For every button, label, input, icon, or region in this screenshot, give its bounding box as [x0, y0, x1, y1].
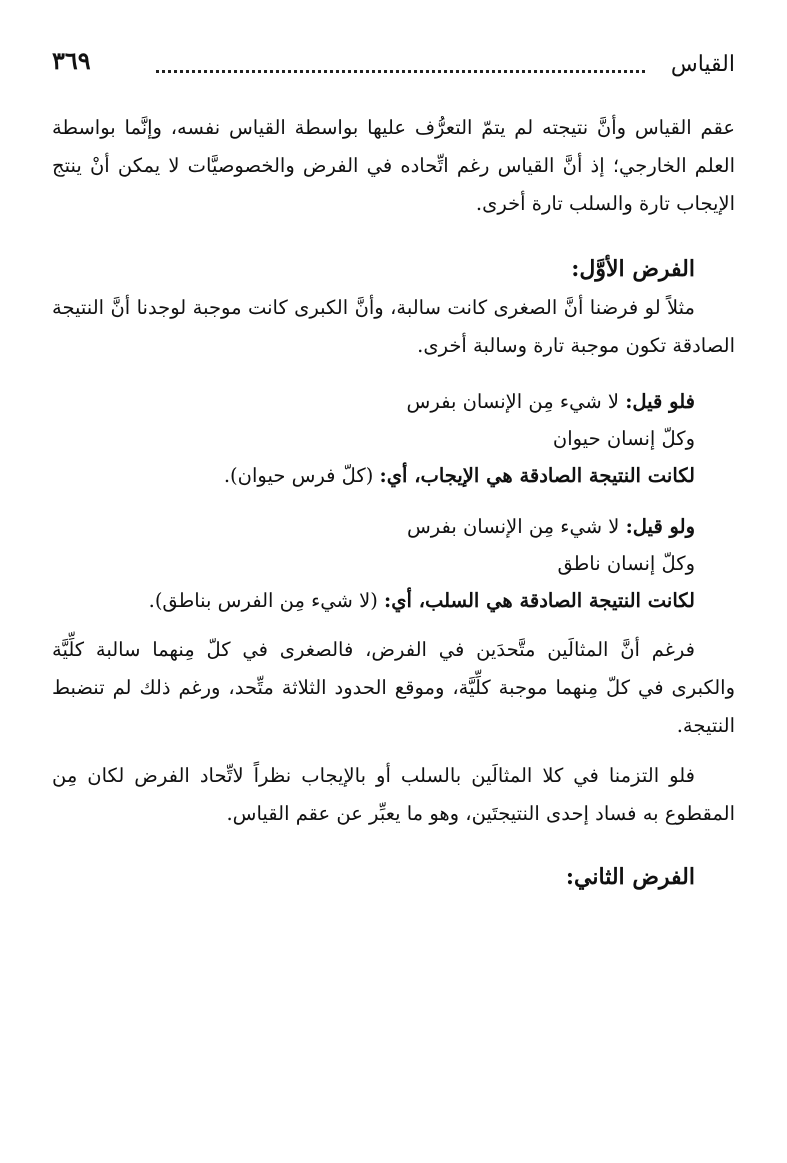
- example-block-2: [52, 508, 735, 619]
- paragraph-first-assumption: مثلاً لو فرضنا أنَّ الصغرى كانت سالبة، وأنَّ الكبرى كانت موجبة لوجدنا أنَّ النتيجة الصادقة تكون موجبة تارة وسالبة أخرى.: [52, 296, 735, 357]
- example1-line3: [52, 457, 695, 494]
- heading-second-assumption: الفرض الثاني:: [565, 864, 695, 890]
- example1-line3-bold: لكانت النتيجة الصادقة هي الإيجاب، أي:: [379, 464, 695, 487]
- example2-line3-rest: (لا شيء مِن الفرس بناطق).: [148, 589, 385, 612]
- example1-line1-bold: فلو قيل:: [625, 390, 695, 413]
- heading-first-assumption: الفرض الأوَّل:: [571, 256, 695, 282]
- example1-line3-rest: (كلّ فرس حيوان).: [223, 464, 380, 487]
- example2-line1: [52, 508, 695, 545]
- example2-line3-bold: لكانت النتيجة الصادقة هي السلب، أي:: [384, 589, 695, 612]
- paragraph-intro: عقم القياس وأنَّ نتيجته لم يتمّ التعرُّف عليها بواسطة القياس نفسه، وإنَّما بواسطة العلم الخارجي؛ إذ أنَّ القياس رغم اتِّحاده في الفرض والخصوصيَّات لا يمكن أنْ ينتج الإيجاب تارة والسلب تارة أخرى.: [52, 116, 735, 215]
- header-dot-leader: [156, 70, 645, 73]
- page-number: ٣٦٩: [52, 46, 91, 75]
- paragraph-commit: فلو التزمنا في كلا المثالَين بالسلب أو بالإيجاب نظراً لاتِّحاد الفرض لكان مِن المقطوع به فساد إحدى النتيجتَين، وهو ما يعبِّر عن عقم القياس.: [52, 764, 735, 825]
- example2-line2: وكلّ إنسان ناطق: [557, 552, 695, 575]
- example2-line1-rest: لا شيء مِن الإنسان بفرس: [406, 515, 626, 538]
- example2-line3: [52, 582, 695, 619]
- book-page: [52, 40, 735, 897]
- running-header: [52, 40, 735, 85]
- running-header-title: القياس: [670, 52, 735, 77]
- paragraph-despite: فرغم أنَّ المثالَين متَّحدَين في الفرض، فالصغرى في كلّ مِنهما سالبة كلِّيَّة والكبرى في كلّ مِنهما موجبة كلِّيَّة، وموقع الحدود الثلاثة متِّحد، ورغم ذلك لم تنضبط النتيجة.: [52, 638, 735, 737]
- example2-line1-bold: ولو قيل:: [625, 515, 695, 538]
- example1-line2: وكلّ إنسان حيوان: [552, 427, 695, 450]
- example1-line1: [52, 383, 695, 420]
- example1-line1-rest: لا شيء مِن الإنسان بفرس: [406, 390, 626, 413]
- example-block-1: [52, 383, 735, 494]
